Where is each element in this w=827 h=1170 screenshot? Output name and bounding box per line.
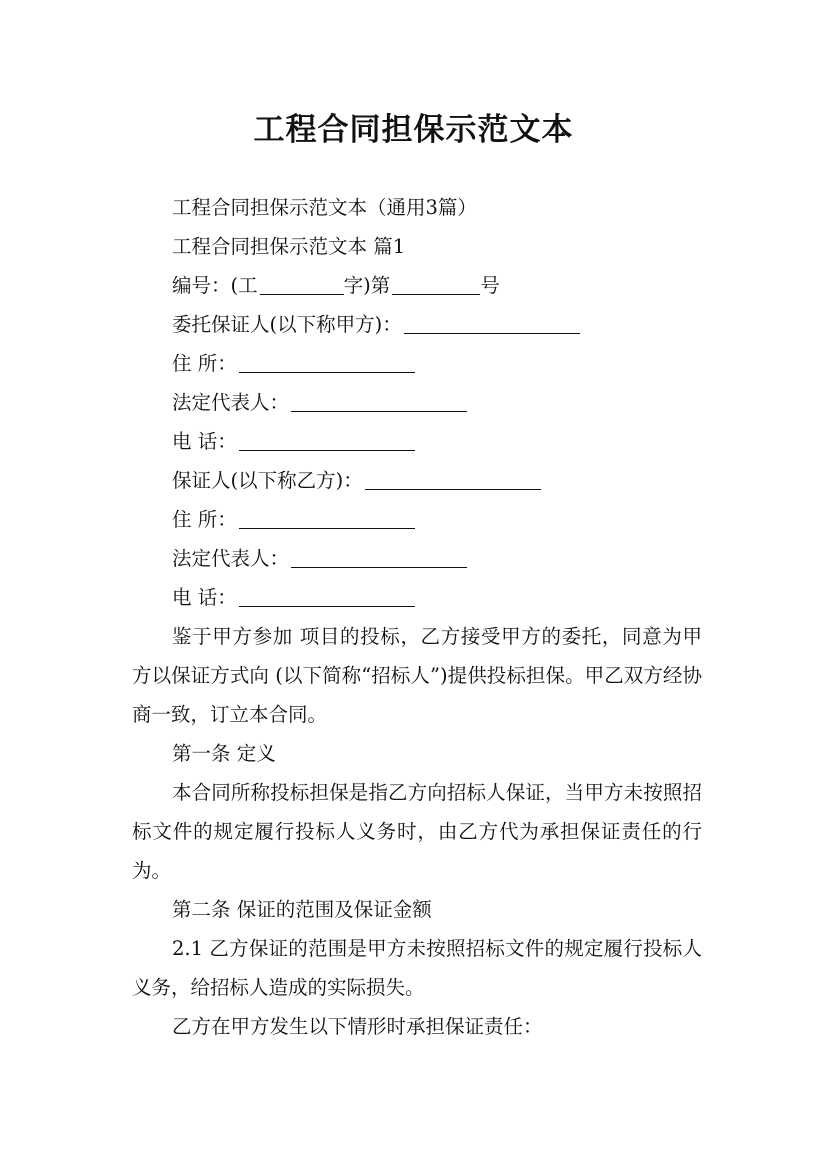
body-paragraph: 本合同所称投标担保是指乙方向招标人保证，当甲方未按照招标文件的规定履行投标人义务时，由乙方代为承担保证责任的行为。 <box>132 781 702 882</box>
field-line <box>132 539 702 578</box>
field-line <box>132 461 702 500</box>
field-label: 住 所： <box>172 352 237 375</box>
field-line <box>132 305 702 344</box>
field-blank <box>239 586 415 607</box>
number-prefix: 编号：(工 <box>172 274 258 297</box>
field-line <box>132 344 702 383</box>
field-blank <box>239 508 415 529</box>
field-label: 委托保证人(以下称甲方)： <box>172 313 402 336</box>
field-blank <box>239 430 415 451</box>
field-blank <box>404 313 580 334</box>
body-paragraph: 鉴于甲方参加 项目的投标，乙方接受甲方的委托，同意为甲方以保证方式向 (以下简称“招标人”)提供投标担保。甲乙双方经协商一致，订立本合同。 <box>132 625 702 726</box>
number-suffix: 号 <box>480 274 500 297</box>
body-paragraph: 2.1 乙方保证的范围是甲方未按照招标文件的规定履行投标人义务，给招标人造成的实际损失。 <box>132 937 702 999</box>
body-paragraph: 乙方在甲方发生以下情形时承担保证责任： <box>172 1015 543 1038</box>
number-blank-2 <box>392 274 480 295</box>
field-line <box>132 383 702 422</box>
document-body <box>132 188 702 1046</box>
field-label: 电 话： <box>172 586 237 609</box>
field-blank <box>239 352 415 373</box>
field-label: 保证人(以下称乙方)： <box>172 469 363 492</box>
number-blank-1 <box>260 274 344 295</box>
field-label: 法定代表人： <box>172 391 290 414</box>
field-label: 住 所： <box>172 508 237 531</box>
number-line <box>132 266 702 305</box>
doc-subtitle: 工程合同担保示范文本（通用3篇） <box>172 196 477 219</box>
part-heading: 工程合同担保示范文本 篇1 <box>172 235 406 258</box>
field-line <box>132 578 702 617</box>
field-label: 电 话： <box>172 430 237 453</box>
section-heading: 第二条 保证的范围及保证金额 <box>172 898 432 921</box>
field-blank <box>291 391 467 412</box>
field-label: 法定代表人： <box>172 547 290 570</box>
field-blank <box>291 547 467 568</box>
field-line <box>132 422 702 461</box>
field-blank <box>365 469 541 490</box>
document-title: 工程合同担保示范文本 <box>253 112 574 148</box>
number-middle: 字)第 <box>343 274 391 297</box>
field-line <box>132 500 702 539</box>
section-heading: 第一条 定义 <box>172 742 276 765</box>
